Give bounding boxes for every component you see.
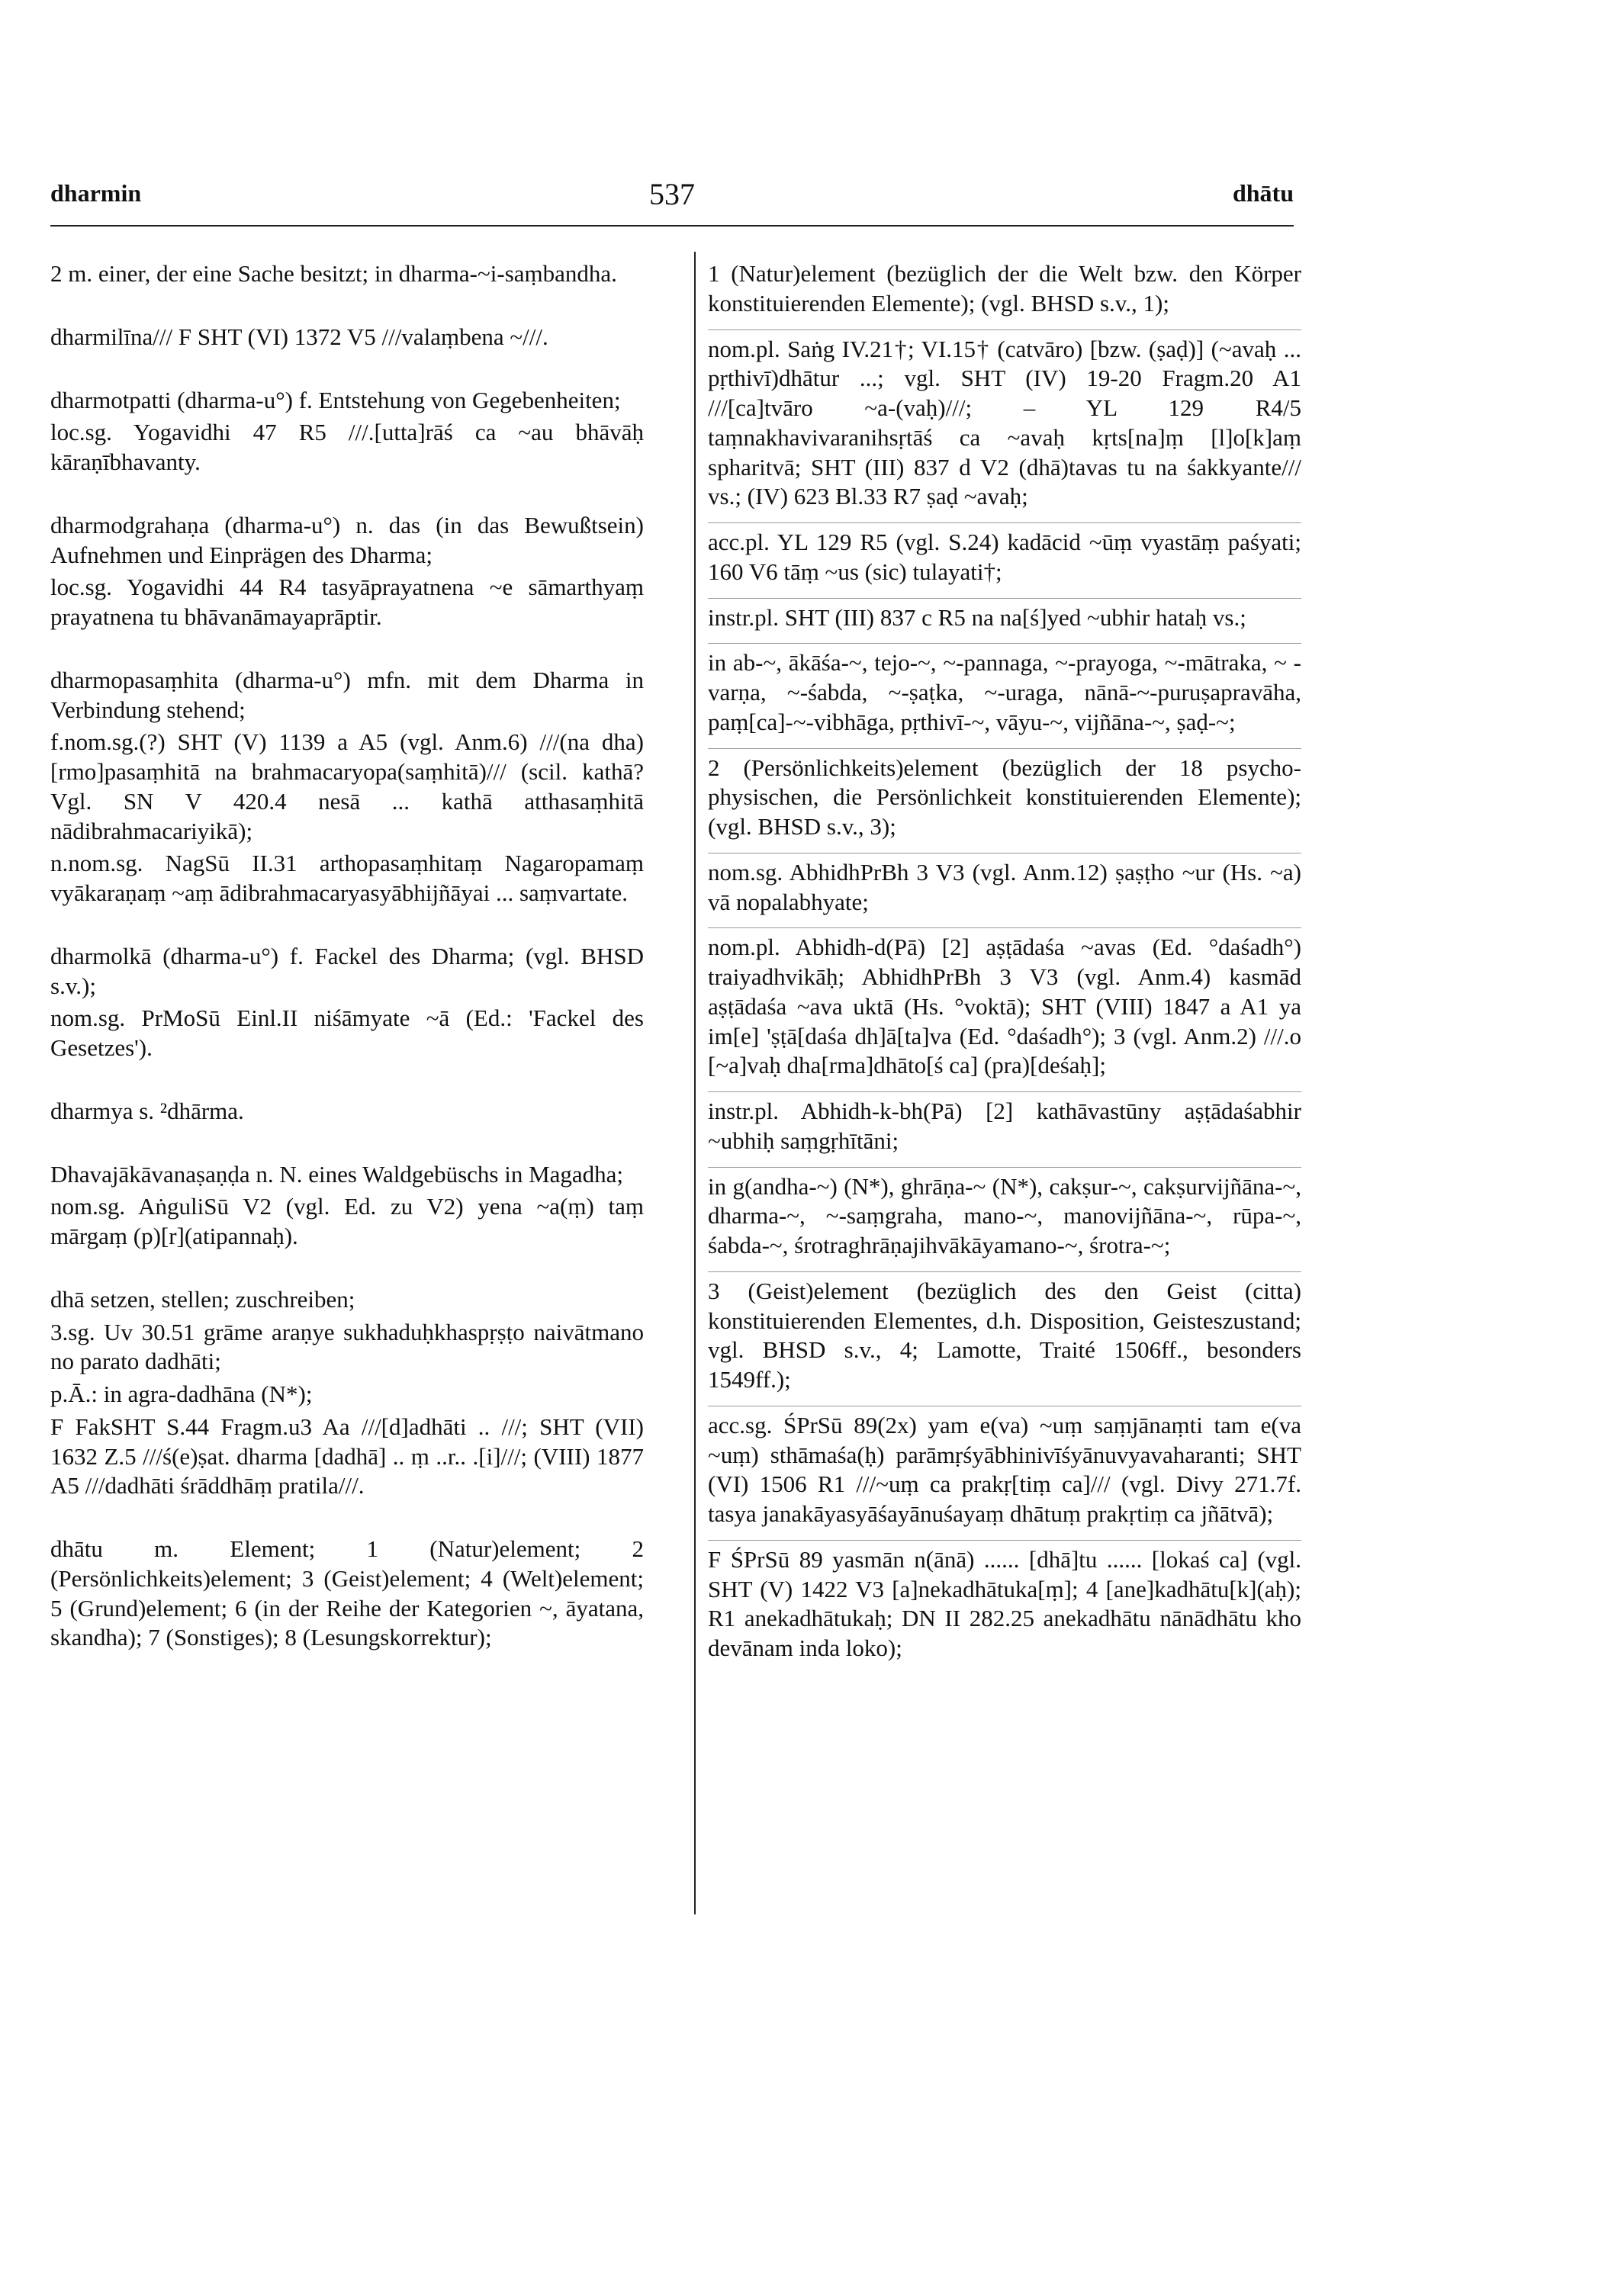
entry-line: acc.pl. YL 129 R5 (vgl. S.24) kadācid ~ūṃ vyastāṃ paśyati; 160 V6 tāṃ ~us (sic) tulayati†;: [708, 522, 1301, 587]
entry-line: 3 (Geist)element (bezüglich des den Geist (citta) konstituierenden Elementes, d.h. Disposition, Geisteszustand; vgl. BHSD s.v., 4; Lamotte, Traité 1506ff., besonders 1549ff.);: [708, 1271, 1301, 1395]
page-number: 537: [649, 177, 695, 211]
entry-dharmopasamhita: dharmopasaṃhita (dharma-u°) mfn. mit dem Dharma in Verbindung stehend;: [50, 666, 644, 723]
entry-line: F FakSHT S.44 Fragm.u3 Aa ///[d]adhāti .. ///; SHT (VII) 1632 Z.5 ///ś(e)ṣat. dharma [dadhā] .. ṃ ..r.. .[i]///; (VIII) 1877 A5 ///dadhāti śrāddhāṃ pratila///.: [50, 1413, 644, 1499]
header-first-lemma: dharmin: [50, 179, 142, 207]
right-column: [708, 259, 1301, 1667]
entry-line: 3.sg. Uv 30.51 grāme araṇye sukhaduḥkhaspṛṣṭo naivātmano no parato dadhāti;: [50, 1318, 644, 1375]
left-column: [50, 259, 644, 1656]
entry-line: instr.pl. SHT (III) 837 c R5 na na[ś]yed ~ubhir hataḥ vs.;: [708, 598, 1301, 633]
header-last-lemma: dhātu: [1232, 179, 1294, 207]
entry-line: nom.sg. AbhidhPrBh 3 V3 (vgl. Anm.12) ṣaṣṭho ~ur (Hs. ~a) vā nopalabhyate;: [708, 853, 1301, 918]
page-header: [50, 179, 1294, 227]
entry-dharmodgrahana: dharmodgrahaṇa (dharma-u°) n. das (in das Bewußtsein) Aufnehmen und Einprägen des Dharma;: [50, 511, 644, 568]
entry-line: 2 (Persönlichkeits)element (bezüglich der 18 psycho-physischen, die Persönlichkeit konstituierenden Elemente); (vgl. BHSD s.v., 3);: [708, 748, 1301, 842]
entry-line: in g(andha-~) (N*), ghrāṇa-~ (N*), cakṣur-~, cakṣurvijñāna-~, dharma-~, ~-saṃgraha, mano-~, manovijñāna-~, rūpa-~, śabda-~, śrotraghrāṇajihvākāyamano-~, śrotra-~;: [708, 1167, 1301, 1261]
entry-line: in ab-~, ākāśa-~, tejo-~, ~-pannaga, ~-prayoga, ~-mātraka, ~ -varṇa, ~-śabda, ~-ṣaṭka, ~-uraga, nānā-~-puruṣapravāha, paṃ[ca]-~-vibhāga, pṛthivī-~, vāyu-~, vijñāna-~, ṣaḍ-~;: [708, 643, 1301, 737]
entry-line: acc.sg. ŚPrSū 89(2x) yam e(va) ~uṃ saṃjānaṃti tam e(va ~uṃ) sthāmaśa(ḥ) parāmṛśyābhinivīśyānuvyavaharanti; SHT (VI) 1506 R1 ///~uṃ ca prakṛ[tiṃ ca]/// (vgl. Divy 271.7f. tasya janakāyasyāśayānuśayaṃ dhātuṃ prakṛtiṃ ca jñātvā);: [708, 1406, 1301, 1529]
entry-dhavajakavanasanda: Dhavajākāvanaṣaṇḍa n. N. eines Waldgebüschs in Magadha;: [50, 1160, 624, 1188]
entry-line: nom.sg. AṅguliSū V2 (vgl. Ed. zu V2) yena ~a(ṃ) taṃ mārgaṃ (p)[r](atipannaḥ).: [50, 1193, 644, 1249]
entry-dha: dhā setzen, stellen; zuschreiben;: [50, 1285, 355, 1313]
entry-line: loc.sg. Yogavidhi 47 R5 ///.[utta]rāś ca ~au bhāvāḥ kāraṇībhavanty.: [50, 419, 644, 475]
entry-line: p.Ā.: in agra-dadhāna (N*);: [50, 1381, 313, 1407]
entry-line: 1 (Natur)element (bezüglich der die Welt bzw. den Körper konstituierenden Elemente); (vgl. BHSD s.v., 1);: [708, 260, 1301, 317]
entry-dhatu: dhātu m. Element; 1 (Natur)element; 2 (Persönlichkeits)element; 3 (Geist)element; 4 (Welt)element; 5 (Grund)element; 6 (in der Reihe der Kategorien ~, āyatana, skandha); 7 (Sonstiges); 8 (Lesungskorrektur);: [50, 1535, 644, 1651]
entry-line: f.nom.sg.(?) SHT (V) 1139 a A5 (vgl. Anm.6) ///(na dha)[rmo]pasaṃhitā na brahmacaryopa(saṃhitā)/// (scil. kathā? Vgl. SN V 420.4 nesā ... kathā atthasaṃhitā nādibrahmacariyikā);: [50, 728, 644, 844]
entry-line: instr.pl. Abhidh-k-bh(Pā) [2] kathāvastūny aṣṭādaśabhir ~ubhiḥ saṃgṛhītāni;: [708, 1091, 1301, 1156]
entry-line: 2 m. einer, der eine Sache besitzt; in dharma-~i-saṃbandha.: [50, 260, 617, 287]
entry-line: loc.sg. Yogavidhi 44 R4 tasyāprayatnena ~e sāmarthyaṃ prayatnena tu bhāvanāmayaprāptir.: [50, 574, 644, 630]
entry-line: nom.pl. Saṅg IV.21†; VI.15† (catvāro) [bzw. (ṣaḍ)] (~avaḥ ... pṛthivī)dhātur ...; vgl. SHT (IV) 19-20 Fragm.20 A1 ///[ca]tvāro ~a-(vaḥ)///; – YL 129 R4/5 taṃnakhavivaranihsṛtāś ca ~avaḥ kṛts[na]ṃ [l]o[k]aṃ spharitvā; SHT (III) 837 d V2 (dhā)tavas tu na śakkyante/// vs.; (IV) 623 Bl.33 R7 ṣaḍ ~avaḥ;: [708, 329, 1301, 513]
entry-line: F ŚPrSū 89 yasmān n(ānā) ...... [dhā]tu ...... [lokaś ca] (vgl. SHT (V) 1422 V3 [a]nekadhātuka[ṃ]; 4 [ane]kadhātu[k](aḥ); R1 anekadhātukaḥ; DN II 282.25 anekadhātu nānādhātu kho devānam inda loko);: [708, 1540, 1301, 1663]
entry-line: n.nom.sg. NagSū II.31 arthopasaṃhitaṃ Nagaropamaṃ vyākaraṇaṃ ~aṃ ādibrahmacaryasyābhijñāyai ... saṃvartate.: [50, 850, 644, 906]
entry-dharmotpatti: dharmotpatti (dharma-u°) f. Entstehung von Gegebenheiten;: [50, 386, 621, 413]
entry-dharmya: dharmya s. ²dhārma.: [50, 1097, 244, 1124]
column-divider: [694, 252, 696, 1914]
entry-dharmolka: dharmolkā (dharma-u°) f. Fackel des Dharma; (vgl. BHSD s.v.);: [50, 942, 644, 999]
entry-line: nom.sg. PrMoSū Einl.II niśāmyate ~ā (Ed.: 'Fackel des Gesetzes').: [50, 1004, 644, 1061]
entry-dharmilina: dharmilīna/// F SHT (VI) 1372 V5 ///valaṃbena ~///.: [50, 323, 548, 350]
entry-line: nom.pl. Abhidh-d(Pā) [2] aṣṭādaśa ~avas (Ed. °daśadh°) traiyadhvikāḥ; AbhidhPrBh 3 V3 (vgl. Anm.4) kasmād aṣṭādaśa ~ava uktā (Hs. °voktā); SHT (VIII) 1847 a A1 ya im[e] 'ṣṭā[daśa dh]ā[ta]va (Ed. °daśadh°); 3 (vgl. Anm.2) ///.o [~a]vaḥ dha[rma]dhāto[ś ca] (pra)[deśaḥ];: [708, 927, 1301, 1081]
